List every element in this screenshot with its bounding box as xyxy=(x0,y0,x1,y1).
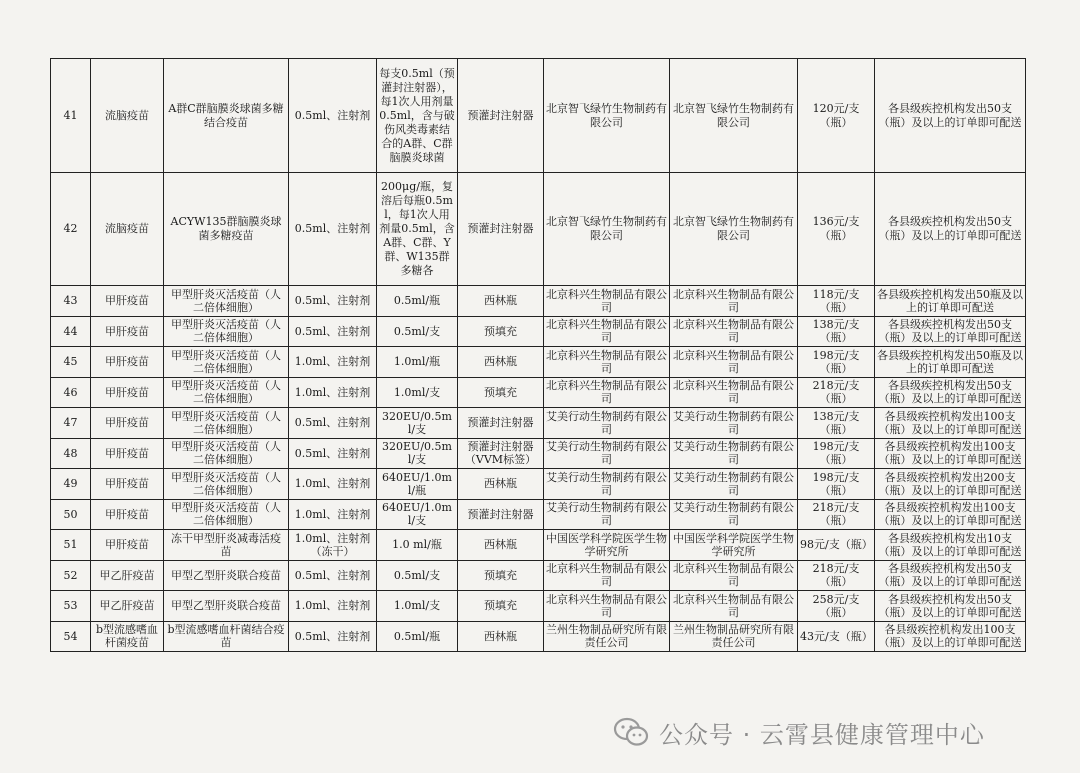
cell-no: 53 xyxy=(51,591,91,622)
table-row xyxy=(51,469,1026,500)
cell-form: 1.0ml、注射剂 xyxy=(289,347,377,378)
cell-form: 0.5ml、注射剂 xyxy=(289,316,377,347)
cell-package: 西林瓶 xyxy=(458,621,544,652)
cell-no: 47 xyxy=(51,408,91,439)
cell-name: 甲型肝炎灭活疫苗（人二倍体细胞） xyxy=(164,408,289,439)
cell-category: 流脑疫苗 xyxy=(91,59,164,173)
cell-package: 预灌封注射器（VVM标签） xyxy=(458,438,544,469)
cell-category: 甲肝疫苗 xyxy=(91,469,164,500)
cell-maker: 兰州生物制品研究所有限责任公司 xyxy=(670,621,798,652)
cell-delivery: 各县级疾控机构发出50支（瓶）及以上的订单即可配送 xyxy=(875,377,1026,408)
cell-form: 1.0ml、注射剂 xyxy=(289,591,377,622)
cell-holder: 北京科兴生物制品有限公司 xyxy=(544,377,670,408)
cell-package: 预填充 xyxy=(458,560,544,591)
cell-name: 甲型肝炎灭活疫苗（人二倍体细胞） xyxy=(164,469,289,500)
cell-category: 甲肝疫苗 xyxy=(91,316,164,347)
cell-maker: 艾美行动生物制药有限公司 xyxy=(670,438,798,469)
cell-spec: 640EU/1.0ml/支 xyxy=(377,499,458,530)
cell-category: 甲乙肝疫苗 xyxy=(91,560,164,591)
cell-name: ACYW135群脑膜炎球菌多糖疫苗 xyxy=(164,173,289,286)
cell-package: 西林瓶 xyxy=(458,347,544,378)
watermark-text: 公众号 · 云霄县健康管理中心 xyxy=(659,720,985,749)
spec-clip xyxy=(379,173,455,285)
spec-text: 每支0.5ml（预灌封注射器），每1次人用剂量0.5ml，含与破伤风类毒素结合的A群、C群脑膜炎球菌 xyxy=(379,66,455,164)
cell-name: 甲型肝炎灭活疫苗（人二倍体细胞） xyxy=(164,438,289,469)
cell-maker: 北京科兴生物制品有限公司 xyxy=(670,347,798,378)
watermark xyxy=(613,710,985,754)
cell-price: 218元/支（瓶） xyxy=(798,499,875,530)
cell-holder: 兰州生物制品研究所有限责任公司 xyxy=(544,621,670,652)
cell-spec: 1.0ml/支 xyxy=(377,377,458,408)
cell-no: 52 xyxy=(51,560,91,591)
cell-form: 0.5ml、注射剂 xyxy=(289,560,377,591)
cell-form: 1.0ml、注射剂 xyxy=(289,469,377,500)
cell-spec: 1.0 ml/瓶 xyxy=(377,530,458,561)
spec-clip xyxy=(379,60,455,172)
cell-no: 51 xyxy=(51,530,91,561)
cell-name: 甲型肝炎灭活疫苗（人二倍体细胞） xyxy=(164,316,289,347)
cell-delivery: 各县级疾控机构发出200支（瓶）及以上的订单即可配送 xyxy=(875,469,1026,500)
cell-delivery: 各县级疾控机构发出50支（瓶）及以上的订单即可配送 xyxy=(875,316,1026,347)
cell-spec: 1.0ml/支 xyxy=(377,591,458,622)
cell-holder: 北京科兴生物制品有限公司 xyxy=(544,316,670,347)
cell-maker: 艾美行动生物制药有限公司 xyxy=(670,499,798,530)
cell-delivery: 各县级疾控机构发出50支（瓶）及以上的订单即可配送 xyxy=(875,591,1026,622)
cell-spec: 640EU/1.0ml/瓶 xyxy=(377,469,458,500)
cell-form: 0.5ml、注射剂 xyxy=(289,438,377,469)
cell-package: 预灌封注射器 xyxy=(458,173,544,286)
cell-no: 44 xyxy=(51,316,91,347)
table-row xyxy=(51,621,1026,652)
wechat-icon xyxy=(613,717,649,747)
cell-category: 流脑疫苗 xyxy=(91,173,164,286)
cell-delivery: 各县级疾控机构发出100支（瓶）及以上的订单即可配送 xyxy=(875,499,1026,530)
cell-maker: 艾美行动生物制药有限公司 xyxy=(670,408,798,439)
cell-no: 42 xyxy=(51,173,91,286)
cell-price: 120元/支（瓶） xyxy=(798,59,875,173)
cell-category: 甲乙肝疫苗 xyxy=(91,591,164,622)
cell-maker: 艾美行动生物制药有限公司 xyxy=(670,469,798,500)
cell-delivery: 各县级疾控机构发出50支（瓶）及以上的订单即可配送 xyxy=(875,560,1026,591)
cell-name: A群C群脑膜炎球菌多糖结合疫苗 xyxy=(164,59,289,173)
cell-spec: 320EU/0.5ml/支 xyxy=(377,408,458,439)
table-row xyxy=(51,560,1026,591)
cell-category: b型流感嗜血杆菌疫苗 xyxy=(91,621,164,652)
cell-price: 138元/支（瓶） xyxy=(798,408,875,439)
cell-form: 0.5ml、注射剂 xyxy=(289,621,377,652)
cell-price: 43元/支（瓶） xyxy=(798,621,875,652)
cell-holder: 北京科兴生物制品有限公司 xyxy=(544,286,670,317)
cell-price: 218元/支（瓶） xyxy=(798,560,875,591)
table-row xyxy=(51,59,1026,173)
table-row xyxy=(51,286,1026,317)
cell-package: 预灌封注射器 xyxy=(458,408,544,439)
cell-holder: 艾美行动生物制药有限公司 xyxy=(544,438,670,469)
cell-category: 甲肝疫苗 xyxy=(91,499,164,530)
cell-category: 甲肝疫苗 xyxy=(91,438,164,469)
cell-form: 1.0ml、注射剂 xyxy=(289,377,377,408)
cell-maker: 北京智飞绿竹生物制药有限公司 xyxy=(670,173,798,286)
cell-spec: 320EU/0.5ml/支 xyxy=(377,438,458,469)
table-row xyxy=(51,316,1026,347)
cell-package: 预灌封注射器 xyxy=(458,499,544,530)
cell-spec xyxy=(377,173,458,286)
cell-no: 45 xyxy=(51,347,91,378)
table-row xyxy=(51,408,1026,439)
cell-price: 138元/支（瓶） xyxy=(798,316,875,347)
cell-category: 甲肝疫苗 xyxy=(91,408,164,439)
cell-no: 48 xyxy=(51,438,91,469)
cell-maker: 北京智飞绿竹生物制药有限公司 xyxy=(670,59,798,173)
cell-package: 预填充 xyxy=(458,591,544,622)
cell-price: 198元/支（瓶） xyxy=(798,347,875,378)
cell-name: 甲型肝炎灭活疫苗（人二倍体细胞） xyxy=(164,377,289,408)
cell-category: 甲肝疫苗 xyxy=(91,530,164,561)
cell-price: 258元/支（瓶） xyxy=(798,591,875,622)
cell-price: 198元/支（瓶） xyxy=(798,469,875,500)
cell-holder: 北京科兴生物制品有限公司 xyxy=(544,591,670,622)
cell-holder: 北京智飞绿竹生物制药有限公司 xyxy=(544,173,670,286)
cell-package: 预灌封注射器 xyxy=(458,59,544,173)
cell-spec xyxy=(377,59,458,173)
cell-spec: 0.5ml/支 xyxy=(377,560,458,591)
cell-form: 1.0ml、注射剂（冻干） xyxy=(289,530,377,561)
cell-no: 54 xyxy=(51,621,91,652)
table-row xyxy=(51,530,1026,561)
table-row xyxy=(51,377,1026,408)
cell-form: 1.0ml、注射剂 xyxy=(289,499,377,530)
cell-price: 198元/支（瓶） xyxy=(798,438,875,469)
cell-spec: 1.0ml/瓶 xyxy=(377,347,458,378)
cell-no: 41 xyxy=(51,59,91,173)
cell-holder: 北京科兴生物制品有限公司 xyxy=(544,347,670,378)
cell-maker: 北京科兴生物制品有限公司 xyxy=(670,560,798,591)
cell-category: 甲肝疫苗 xyxy=(91,377,164,408)
cell-holder: 艾美行动生物制药有限公司 xyxy=(544,469,670,500)
cell-name: 甲型乙型肝炎联合疫苗 xyxy=(164,591,289,622)
cell-holder: 北京科兴生物制品有限公司 xyxy=(544,560,670,591)
cell-package: 预填充 xyxy=(458,377,544,408)
cell-price: 98元/支（瓶） xyxy=(798,530,875,561)
cell-form: 0.5ml、注射剂 xyxy=(289,408,377,439)
cell-delivery: 各县级疾控机构发出50瓶及以上的订单即可配送 xyxy=(875,286,1026,317)
table-row xyxy=(51,173,1026,286)
cell-form: 0.5ml、注射剂 xyxy=(289,173,377,286)
cell-delivery: 各县级疾控机构发出50瓶及以上的订单即可配送 xyxy=(875,347,1026,378)
cell-maker: 北京科兴生物制品有限公司 xyxy=(670,377,798,408)
cell-spec: 0.5ml/支 xyxy=(377,316,458,347)
cell-package: 西林瓶 xyxy=(458,530,544,561)
cell-delivery: 各县级疾控机构发出50支（瓶）及以上的订单即可配送 xyxy=(875,59,1026,173)
cell-name: 甲型肝炎灭活疫苗（人二倍体细胞） xyxy=(164,499,289,530)
cell-name: b型流感嗜血杆菌结合疫苗 xyxy=(164,621,289,652)
cell-spec: 0.5ml/瓶 xyxy=(377,286,458,317)
cell-maker: 中国医学科学院医学生物学研究所 xyxy=(670,530,798,561)
cell-maker: 北京科兴生物制品有限公司 xyxy=(670,591,798,622)
cell-name: 甲型肝炎灭活疫苗（人二倍体细胞） xyxy=(164,286,289,317)
cell-holder: 中国医学科学院医学生物学研究所 xyxy=(544,530,670,561)
cell-delivery: 各县级疾控机构发出10支（瓶）及以上的订单即可配送 xyxy=(875,530,1026,561)
cell-delivery: 各县级疾控机构发出100支（瓶）及以上的订单即可配送 xyxy=(875,408,1026,439)
cell-no: 49 xyxy=(51,469,91,500)
cell-form: 0.5ml、注射剂 xyxy=(289,59,377,173)
cell-package: 西林瓶 xyxy=(458,469,544,500)
cell-package: 西林瓶 xyxy=(458,286,544,317)
cell-no: 46 xyxy=(51,377,91,408)
cell-holder: 北京智飞绿竹生物制药有限公司 xyxy=(544,59,670,173)
cell-delivery: 各县级疾控机构发出100支（瓶）及以上的订单即可配送 xyxy=(875,438,1026,469)
table-body xyxy=(51,59,1026,652)
cell-delivery: 各县级疾控机构发出50支（瓶）及以上的订单即可配送 xyxy=(875,173,1026,286)
table-row xyxy=(51,591,1026,622)
table-row xyxy=(51,499,1026,530)
cell-price: 118元/支（瓶） xyxy=(798,286,875,317)
cell-category: 甲肝疫苗 xyxy=(91,286,164,317)
spec-text: 200μg/瓶，复溶后每瓶0.5ml，每1次人用剂量0.5ml，含A群、C群、Y群、W135群多糖各 xyxy=(379,180,455,277)
table-row xyxy=(51,438,1026,469)
cell-no: 50 xyxy=(51,499,91,530)
cell-spec: 0.5ml/瓶 xyxy=(377,621,458,652)
cell-name: 甲型乙型肝炎联合疫苗 xyxy=(164,560,289,591)
vaccine-price-table xyxy=(50,58,1026,652)
cell-delivery: 各县级疾控机构发出100支（瓶）及以上的订单即可配送 xyxy=(875,621,1026,652)
cell-holder: 艾美行动生物制药有限公司 xyxy=(544,499,670,530)
cell-price: 136元/支（瓶） xyxy=(798,173,875,286)
table-row xyxy=(51,347,1026,378)
cell-name: 甲型肝炎灭活疫苗（人二倍体细胞） xyxy=(164,347,289,378)
cell-maker: 北京科兴生物制品有限公司 xyxy=(670,286,798,317)
cell-name: 冻干甲型肝炎减毒活疫苗 xyxy=(164,530,289,561)
cell-price: 218元/支（瓶） xyxy=(798,377,875,408)
cell-package: 预填充 xyxy=(458,316,544,347)
cell-maker: 北京科兴生物制品有限公司 xyxy=(670,316,798,347)
cell-form: 0.5ml、注射剂 xyxy=(289,286,377,317)
cell-no: 43 xyxy=(51,286,91,317)
cell-holder: 艾美行动生物制药有限公司 xyxy=(544,408,670,439)
cell-category: 甲肝疫苗 xyxy=(91,347,164,378)
